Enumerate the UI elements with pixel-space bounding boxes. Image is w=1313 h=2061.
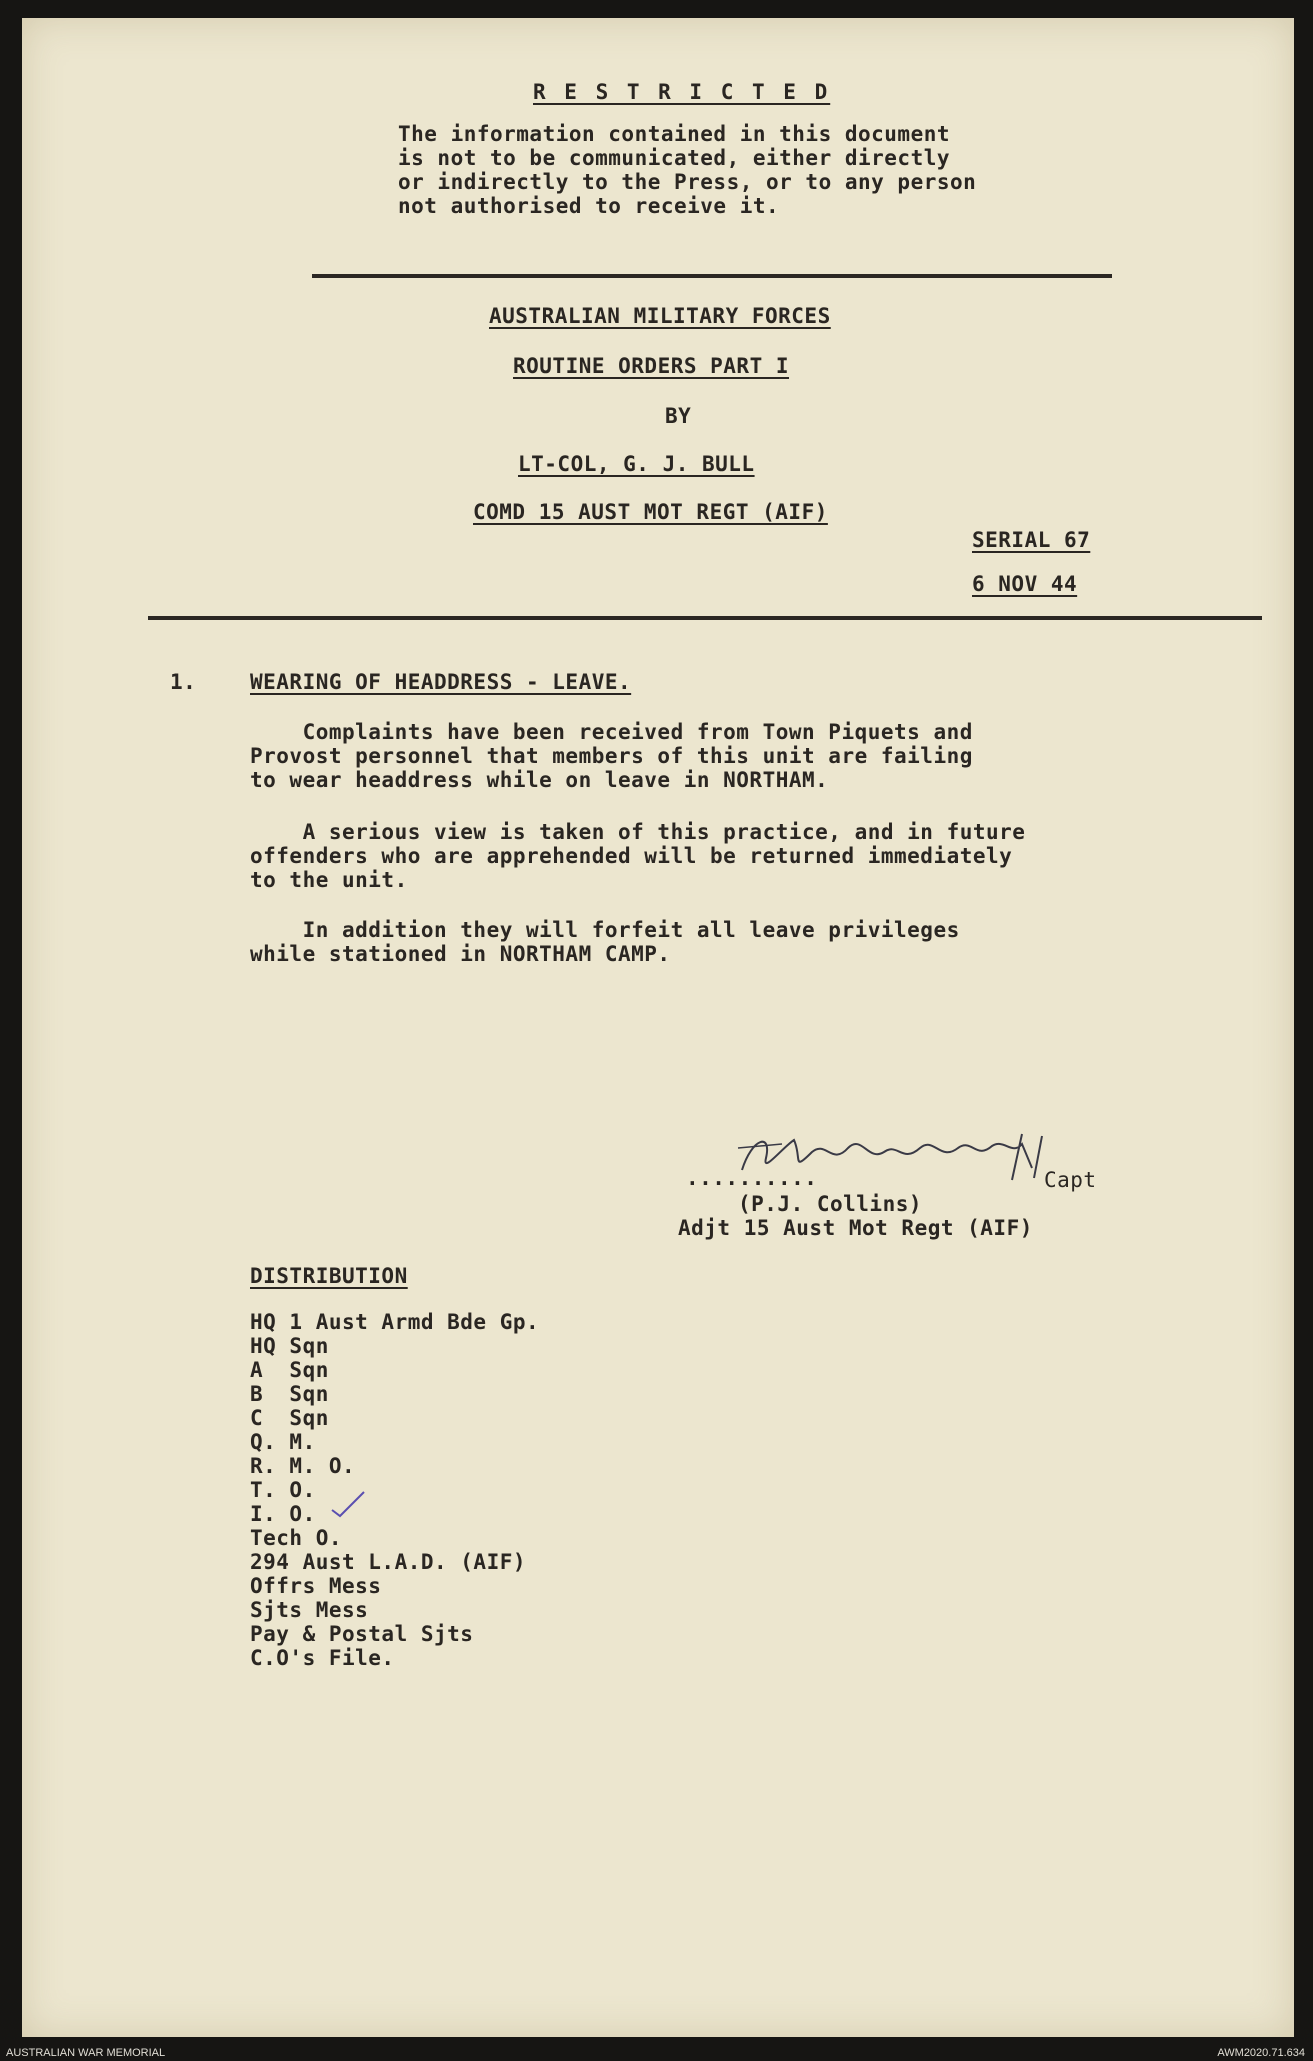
para1-line-2: Provost personnel that members of this unit are failing [250,744,973,768]
signature-rank: Capt [1044,1168,1097,1192]
distribution-item: Tech O. [250,1526,343,1550]
document-page [22,18,1294,2037]
item-number: 1. [170,670,197,694]
title-divider [148,616,1262,620]
order-date: 6 NOV 44 [972,572,1078,596]
distribution-item: B Sqn [250,1382,329,1406]
item-heading: WEARING OF HEADDRESS - LEAVE. [250,670,632,694]
distribution-item: 294 Aust L.A.D. (AIF) [250,1550,527,1574]
distribution-item: Q. M. [250,1430,316,1454]
distribution-heading: DISTRIBUTION [250,1264,408,1288]
distribution-item: Sjts Mess [250,1598,369,1622]
header-divider [312,274,1112,278]
footer-source: AUSTRALIAN WAR MEMORIAL [6,2047,166,2059]
signature-dots: .......... [686,1166,818,1190]
check-mark-icon [328,1488,368,1518]
notice-line-4: not authorised to receive it. [398,194,780,218]
signatory-name: (P.J. Collins) [738,1192,923,1216]
distribution-item: HQ Sqn [250,1334,329,1358]
title-routine-orders: ROUTINE ORDERS PART I [513,354,790,378]
para1-line-1: Complaints have been received from Town Piquets and [250,720,973,744]
title-unit: COMD 15 AUST MOT REGT (AIF) [473,500,828,524]
para3-line-2: while stationed in NORTHAM CAMP. [250,942,671,966]
signatory-appointment: Adjt 15 Aust Mot Regt (AIF) [678,1216,1033,1240]
distribution-item: HQ 1 Aust Armd Bde Gp. [250,1310,540,1334]
distribution-item: I. O. [250,1502,316,1526]
distribution-item: A Sqn [250,1358,329,1382]
para2-line-2: offenders who are apprehended will be returned immediately [250,844,1013,868]
notice-line-3: or indirectly to the Press, or to any person [398,170,977,194]
distribution-item: C.O's File. [250,1646,395,1670]
distribution-item: C Sqn [250,1406,329,1430]
para1-line-3: to wear headdress while on leave in NORTHAM. [250,768,829,792]
para2-line-3: to the unit. [250,868,408,892]
distribution-item: Offrs Mess [250,1574,382,1598]
title-commander: LT-COL, G. J. BULL [518,452,755,476]
footer-accession: AWM2020.71.634 [1217,2047,1305,2059]
notice-line-1: The information contained in this document [398,122,951,146]
serial-number: SERIAL 67 [972,528,1091,552]
classification-heading: R E S T R I C T E D [533,80,831,104]
distribution-item: R. M. O. [250,1454,356,1478]
distribution-item: T. O. [250,1478,316,1502]
handwritten-signature [722,1118,1082,1188]
para3-line-1: In addition they will forfeit all leave privileges [250,918,960,942]
para2-line-1: A serious view is taken of this practice, and in future [250,820,1026,844]
distribution-item: Pay & Postal Sjts [250,1622,474,1646]
title-forces: AUSTRALIAN MILITARY FORCES [489,304,831,328]
notice-line-2: is not to be communicated, either directly [398,146,951,170]
title-by: BY [665,404,692,428]
